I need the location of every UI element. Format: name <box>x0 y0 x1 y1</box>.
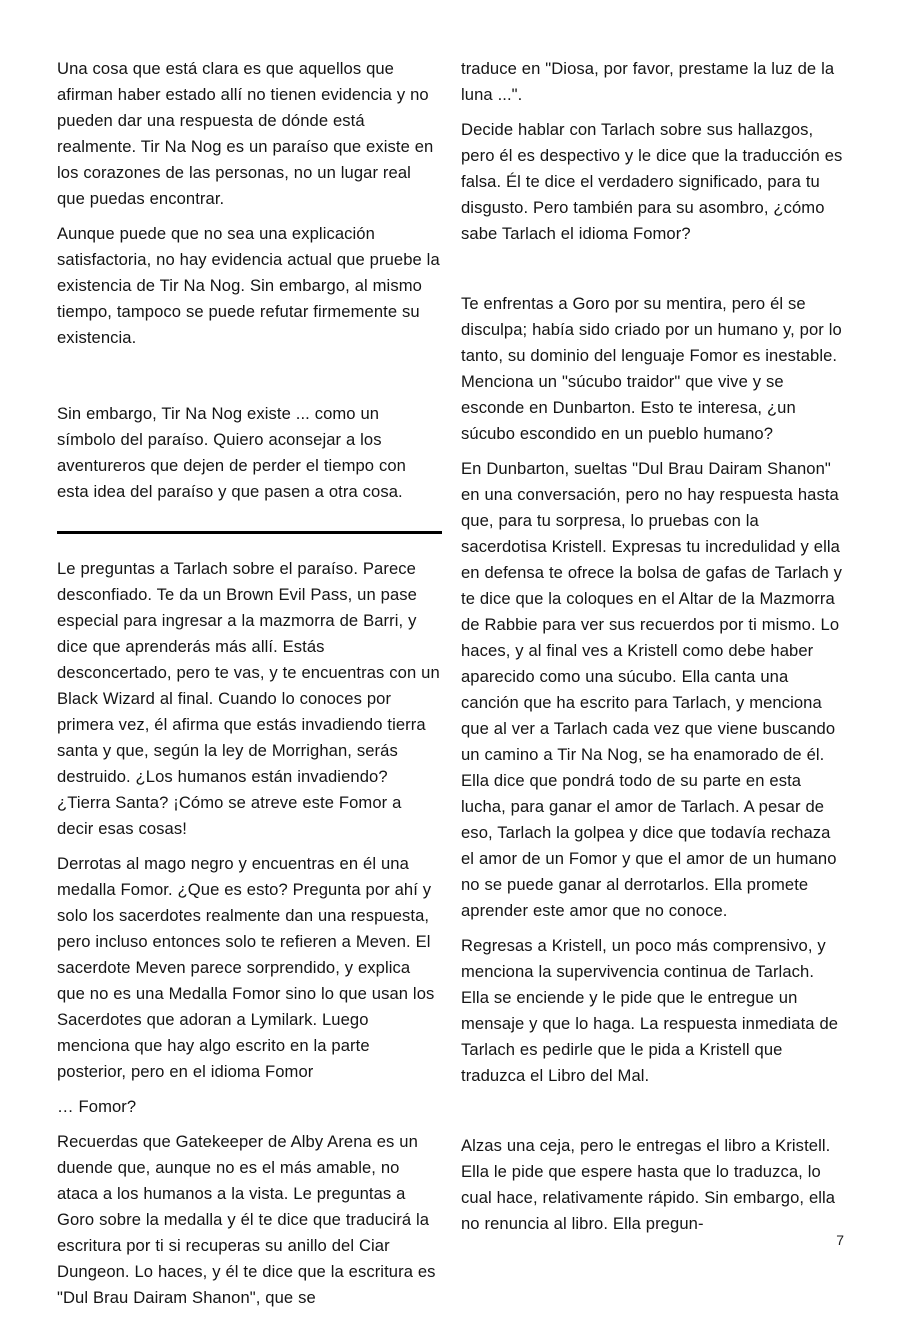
left-text-column <box>57 56 442 1320</box>
section-divider-rule <box>57 531 442 534</box>
paragraph: En Dunbarton, sueltas "Dul Brau Dairam Shanon" en una conversación, pero no hay respuesta hasta que, para tu sorpresa, lo pruebas con la sacerdotisa Kristell. Expresas tu incredulidad y ella en defensa te ofrece la bolsa de gafas de Tarlach y te dice que la coloques en el Altar de la Mazmorra de Rabbie para ver sus recuerdos por ti mismo. Lo haces, y al final ves a Kristell como debe haber aparecido como una súcubo. Ella canta una canción que ha escrito para Tarlach, y menciona que al ver a Tarlach cada vez que viene buscando un camino a Tir Na Nog, se ha enamorado de él. Ella dice que pondrá todo de su parte en esta lucha, para ganar el amor de Tarlach. A pesar de eso, Tarlach la golpea y dice que todavía rechaza el amor de un Fomor y que el amor de un humano no se puede ganar al derrotarlos. Ella promete aprender este amor que no conoce. <box>461 459 843 920</box>
page-number: 7 <box>836 1232 844 1248</box>
paragraph: Una cosa que está clara es que aquellos que afirman haber estado allí no tienen evidencia y no pueden dar una respuesta de dónde está realmente. Tir Na Nog es un paraíso que existe en los corazones de las personas, no un lugar real que puedas encontrar. <box>57 59 434 208</box>
paragraph: Aunque puede que no sea una explicación satisfactoria, no hay evidencia actual que pruebe la existencia de Tir Na Nog. Sin embargo, al mismo tiempo, tampoco se puede refutar firmemente su existencia. <box>57 224 440 347</box>
right-text-column <box>461 56 846 1246</box>
paragraph: Decide hablar con Tarlach sobre sus hallazgos, pero él es despectivo y le dice que la traducción es falsa. Él te dice el verdadero significado, para tu disgusto. Pero también para su asombro, ¿cómo sabe Tarlach el idioma Fomor? <box>461 120 843 243</box>
paragraph: Recuerdas que Gatekeeper de Alby Arena es un duende que, aunque no es el más amable, no ataca a los humanos a la vista. Le preguntas a Goro sobre la medalla y él te dice que traducirá la escritura por ti si recuperas su anillo del Ciar Dungeon. Lo haces, y él te dice que la escritura es "Dul Brau Dairam Shanon", que se <box>57 1132 436 1307</box>
paragraph: Derrotas al mago negro y encuentras en él una medalla Fomor. ¿Que es esto? Pregunta por ahí y solo los sacerdotes realmente dan una respuesta, pero incluso entonces solo te refieren a Meven. El sacerdote Meven parece sorprendido, y explica que no es una Medalla Fomor sino lo que usan los Sacerdotes que adoran a Lymilark. Luego menciona que hay algo escrito en la parte posterior, pero en el idioma Fomor <box>57 854 435 1081</box>
paragraph: Sin embargo, Tir Na Nog existe ... como un símbolo del paraíso. Quiero aconsejar a los aventureros que dejen de perder el tiempo con esta idea del paraíso y que pasen a otra cosa. <box>57 404 406 501</box>
paragraph: Te enfrentas a Goro por su mentira, pero él se disculpa; había sido criado por un humano y, por lo tanto, su dominio del lenguaje Fomor es inestable. Menciona un "súcubo traidor" que vive y se esconde en Dunbarton. Esto te interesa, ¿un súcubo escondido en un pueblo humano? <box>461 294 842 443</box>
paragraph: traduce en "Diosa, por favor, prestame la luz de la luna ...". <box>461 59 835 104</box>
paragraph: Regresas a Kristell, un poco más comprensivo, y menciona la supervivencia continua de Tarlach. Ella se enciende y le pide que le entregue un mensaje y que lo haga. La respuesta inmediata de Tarlach es pedirle que le pida a Kristell que traduzca el Libro del Mal. <box>461 936 839 1085</box>
paragraph: … Fomor? <box>57 1097 137 1116</box>
two-column-text-body <box>57 56 846 1307</box>
paragraph: Alzas una ceja, pero le entregas el libro a Kristell. Ella le pide que espere hasta que lo traduzca, lo cual hace, relativamente rápido. Sin embargo, ella no renuncia al libro. Ella pregun- <box>461 1136 836 1233</box>
paragraph: Le preguntas a Tarlach sobre el paraíso. Parece desconfiado. Te da un Brown Evil Pass, un pase especial para ingresar a la mazmorra de Barri, y dice que aprenderás más allí. Estás desconcertado, pero te vas, y te encuentras con un Black Wizard al final. Cuando lo conoces por primera vez, él afirma que estás invadiendo tierra santa y que, según la ley de Morrighan, serás destruido. ¿Los humanos están invadiendo? ¿Tierra Santa? ¡Cómo se atreve este Fomor a decir esas cosas! <box>57 559 440 838</box>
